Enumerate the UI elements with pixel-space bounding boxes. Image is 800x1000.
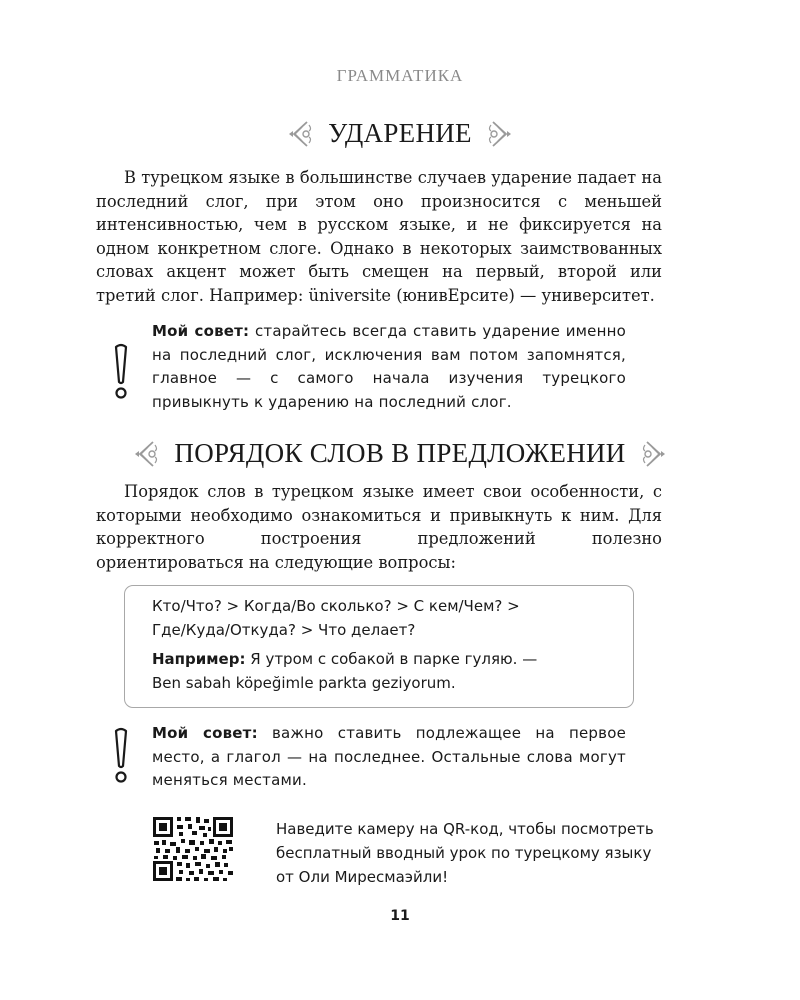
running-head: ГРАММАТИКА	[336, 66, 464, 85]
example-tr: Ben sabah köpeğimle parkta geziyorum.	[152, 674, 456, 692]
ornament-right-icon	[642, 439, 668, 469]
qr-caption: Наведите камеру на QR-код, чтобы посмотреть бесплатный вводный урок по турецкому языку от Оли Миресмаэйли!	[276, 820, 654, 886]
qr-code-icon	[152, 816, 234, 882]
page-number: 11	[390, 908, 410, 924]
ornament-left-icon	[132, 439, 158, 469]
section-heading-word-order	[0, 438, 800, 469]
section-heading-stress	[0, 118, 800, 149]
section-title: УДАРЕНИЕ	[328, 118, 472, 148]
example-label: Например:	[152, 650, 246, 668]
tip-body: старайтесь всегда ставить ударение именно на последний слог, исключения вам потом запомнятся, главное — с самого начала изучения турецкого привыкнуть к ударению на последний слог.	[152, 322, 626, 412]
paragraph-text: Порядок слов в турецком языке имеет свои особенности, с которыми необходимо ознакомиться и привыкнуть к ним. Для корректного построения предложений полезно ориентироваться на следующие вопросы:	[96, 482, 662, 572]
section-title: ПОРЯДОК СЛОВ В ПРЕДЛОЖЕНИИ	[174, 438, 626, 468]
word-order-box	[124, 585, 634, 708]
exclamation-icon	[110, 342, 132, 402]
question-order-line-1: Кто/Что? > Когда/Во сколько? > С кем/Чем? >	[152, 597, 520, 615]
tip-text	[152, 320, 626, 415]
tip-label: Мой совет:	[152, 724, 258, 742]
ornament-right-icon	[488, 119, 514, 149]
exclamation-icon	[110, 726, 132, 786]
tip-body: важно ставить подлежащее на первое место, а глагол — на последнее. Остальные слова могут меняться местами.	[152, 724, 626, 790]
ornament-left-icon	[286, 119, 312, 149]
example-ru: Я утром с собакой в парке гуляю. —	[250, 650, 538, 668]
paragraph-text: В турецком языке в большинстве случаев ударение падает на последний слог, при этом оно произносится с меньшей интенсивностью, чем в русском языке, и не фиксируется на одном конкретном слоге. Однако в некоторых заимствованных словах акцент может быть смещен на первый, второй или третий слог. Например: üniversite (юнивЕрсите) — университет.	[96, 168, 662, 305]
paragraph-word-order	[96, 480, 662, 574]
tip-text	[152, 722, 626, 793]
example-line	[152, 647, 611, 671]
question-order-line-2: Где/Куда/Откуда? > Что делает?	[152, 621, 416, 639]
tip-label: Мой совет:	[152, 322, 250, 340]
paragraph-stress	[96, 166, 662, 307]
